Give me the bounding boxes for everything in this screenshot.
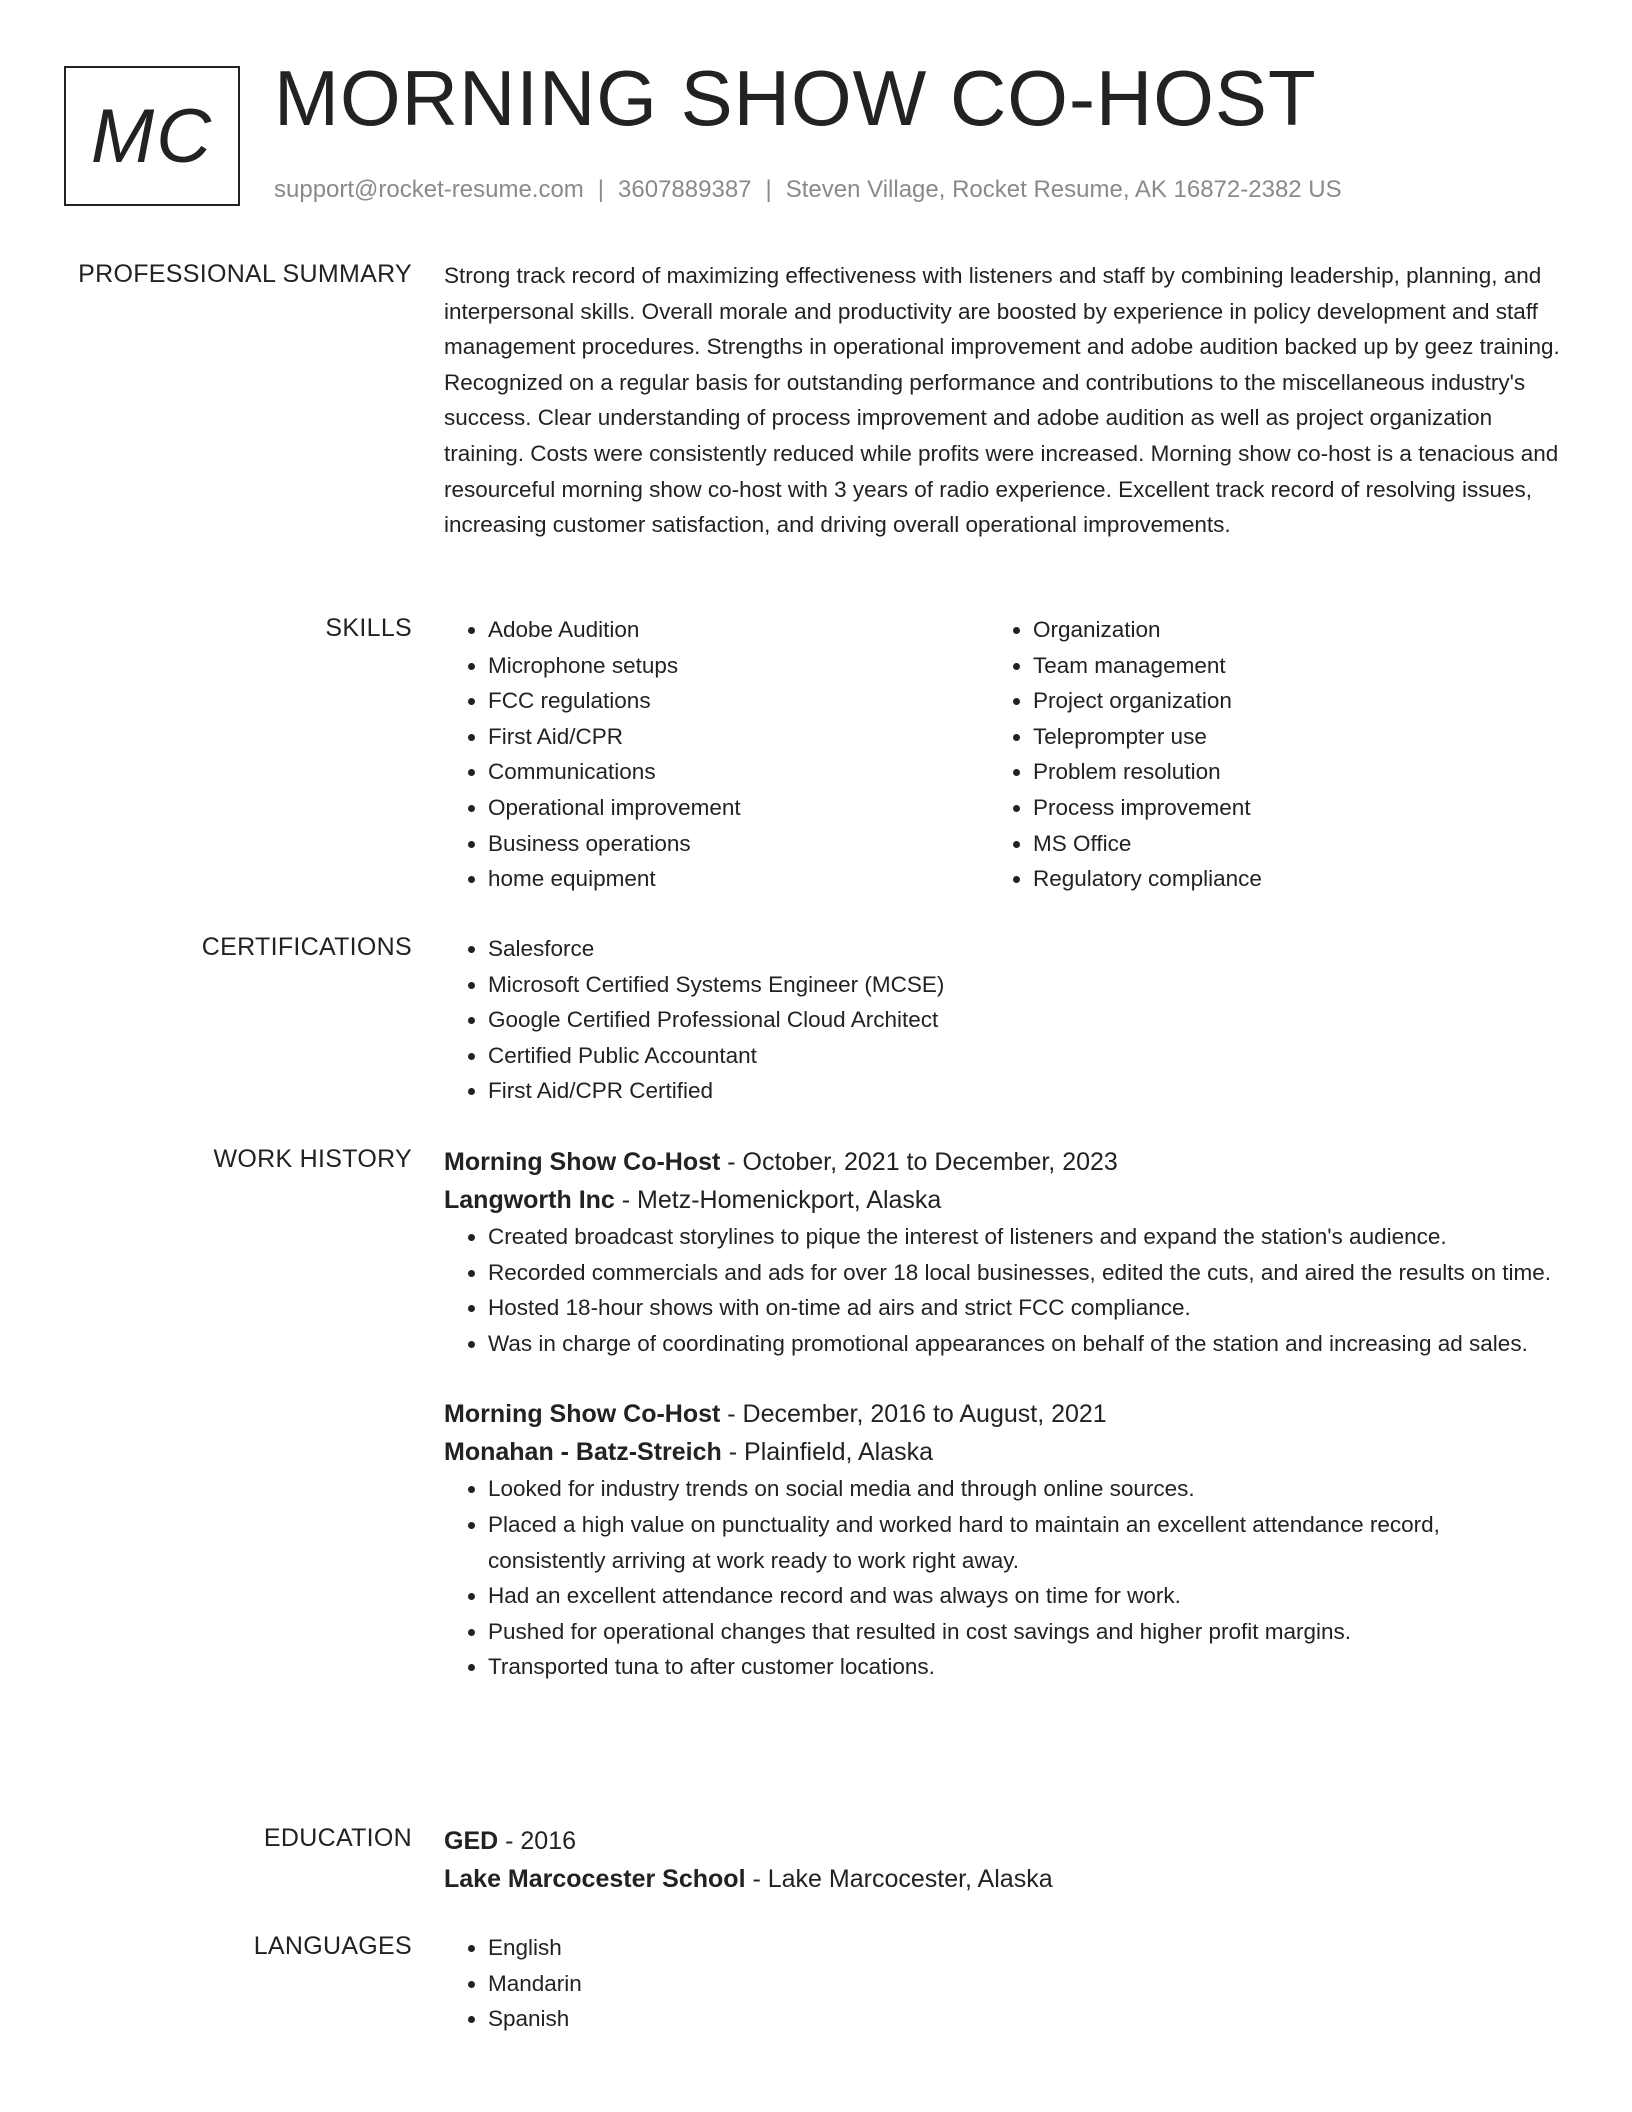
job-role: Morning Show Co-Host — [444, 1400, 721, 1429]
contact-address: Steven Village, Rocket Resume, AK 16872-2382 US — [785, 176, 1342, 203]
job-company-line — [444, 1433, 1560, 1471]
skill-item: • Operational improvement — [488, 790, 989, 826]
skill-item: • Process improvement — [1033, 790, 1534, 826]
summary-body — [444, 258, 1560, 543]
education-degree: GED — [444, 1827, 499, 1855]
job-bullet: • Recorded commercials and ads for over 18 local businesses, edited the cuts, and aired the results on time. — [488, 1255, 1560, 1291]
contact-line — [274, 174, 1342, 205]
education-body — [444, 1822, 1560, 1898]
job-bullet: • Pushed for operational changes that resulted in cost savings and higher profit margins. — [488, 1614, 1560, 1650]
education-school-line — [444, 1860, 1560, 1898]
skill-item: • MS Office — [1033, 826, 1534, 862]
work-history-body — [444, 1143, 1560, 1685]
section-title-certifications: CERTIFICATIONS — [201, 933, 412, 961]
skill-item: • Adobe Audition — [488, 612, 989, 648]
skill-item: • Regulatory compliance — [1033, 861, 1534, 897]
language-item: • English — [488, 1930, 1560, 1966]
certification-item: • First Aid/CPR Certified — [488, 1073, 1560, 1109]
contact-separator: | — [765, 176, 772, 203]
certification-item: • Microsoft Certified Systems Engineer (MCSE) — [488, 967, 1560, 1003]
job-location: - Plainfield, Alaska — [721, 1438, 934, 1467]
education-degree-line — [444, 1822, 1560, 1860]
certification-item: • Google Certified Professional Cloud Architect — [488, 1002, 1560, 1038]
job-bullet: • Placed a high value on punctuality and worked hard to maintain an excellent attendance record, consistently arriving at work ready to work right away. — [488, 1507, 1560, 1578]
skill-item: • Communications — [488, 754, 989, 790]
skills-column-right — [989, 612, 1534, 897]
section-title-education: EDUCATION — [263, 1824, 412, 1852]
job-bullet: • Hosted 18-hour shows with on-time ad airs and strict FCC compliance. — [488, 1290, 1560, 1326]
education-year: - 2016 — [498, 1827, 577, 1855]
language-item: • Mandarin — [488, 1966, 1560, 2002]
skill-item: • FCC regulations — [488, 683, 989, 719]
education-school: Lake Marcocester School — [444, 1865, 746, 1893]
job-bullet: • Had an excellent attendance record and was always on time for work. — [488, 1578, 1560, 1614]
skills-grid — [444, 612, 1560, 897]
section-title-work: WORK HISTORY — [213, 1145, 412, 1173]
certification-item: • Certified Public Accountant — [488, 1038, 1560, 1074]
skill-item: • First Aid/CPR — [488, 719, 989, 755]
skill-item: • home equipment — [488, 861, 989, 897]
job-dates: - December, 2016 to August, 2021 — [720, 1400, 1107, 1429]
skills-list-right — [989, 612, 1534, 897]
job-title-line — [444, 1395, 1560, 1433]
resume-title: MORNING SHOW CO-HOST — [274, 54, 1317, 142]
job-bullet: • Created broadcast storylines to pique the interest of listeners and expand the station's audience. — [488, 1219, 1560, 1255]
language-item: • Spanish — [488, 2001, 1560, 2037]
languages-list — [444, 1930, 1560, 2037]
contact-phone: 3607889387 — [618, 176, 752, 203]
skill-item: • Teleprompter use — [1033, 719, 1534, 755]
job-bullets — [444, 1219, 1560, 1361]
skills-list-left — [444, 612, 989, 897]
contact-separator: | — [597, 176, 605, 203]
certification-item: • Salesforce — [488, 931, 1560, 967]
job-bullets — [444, 1471, 1560, 1685]
job-company: Langworth Inc — [444, 1186, 615, 1214]
job-bullet: • Transported tuna to after customer locations. — [488, 1649, 1560, 1685]
job-role: Morning Show Co-Host — [444, 1148, 721, 1176]
certifications-body — [444, 931, 1560, 1109]
skill-item: • Microphone setups — [488, 648, 989, 684]
summary-text: Strong track record of maximizing effectiveness with listeners and staff by combining leadership, planning, and interpersonal skills. Overall morale and productivity are boosted by experience in policy development and staff management procedures. Strengths in operational improvement and adobe audition backed up by geez training. Recognized on a regular basis for outstanding performance and contributions to the miscellaneous industry's success. Clear understanding of process improvement and adobe audition as well as project organization training. Costs were consistently reduced while profits were increased. Morning show co-host is a tenacious and resourceful morning show co-host with 3 years of radio experience. Excellent track record of resolving issues, increasing customer satisfaction, and driving overall operational improvements. — [444, 263, 1560, 538]
certifications-list — [444, 931, 1560, 1109]
job-company-line — [444, 1181, 1560, 1219]
languages-body — [444, 1930, 1560, 2037]
job-bullet: • Looked for industry trends on social media and through online sources. — [488, 1471, 1560, 1507]
education-location: - Lake Marcocester, Alaska — [745, 1865, 1053, 1893]
job-dates: - October, 2021 to December, 2023 — [720, 1148, 1118, 1176]
skill-item: • Organization — [1033, 612, 1534, 648]
skills-column-left — [444, 612, 989, 897]
job-title-line — [444, 1143, 1560, 1181]
section-title-summary: PROFESSIONAL SUMMARY — [78, 260, 412, 288]
monogram-badge: MC — [64, 66, 240, 206]
job-location: - Metz-Homenickport, Alaska — [614, 1186, 942, 1214]
job-entry — [444, 1143, 1560, 1361]
skill-item: • Project organization — [1033, 683, 1534, 719]
job-bullet: • Was in charge of coordinating promotional appearances on behalf of the station and increasing ad sales. — [488, 1326, 1560, 1362]
contact-email: support@rocket-resume.com — [274, 176, 584, 203]
skill-item: • Problem resolution — [1033, 754, 1534, 790]
skill-item: • Business operations — [488, 826, 989, 862]
section-title-languages: LANGUAGES — [253, 1932, 412, 1960]
section-title-skills: SKILLS — [325, 614, 412, 642]
job-entry — [444, 1395, 1560, 1685]
job-company: Monahan - Batz-Streich — [444, 1438, 722, 1467]
skill-item: • Team management — [1033, 648, 1534, 684]
